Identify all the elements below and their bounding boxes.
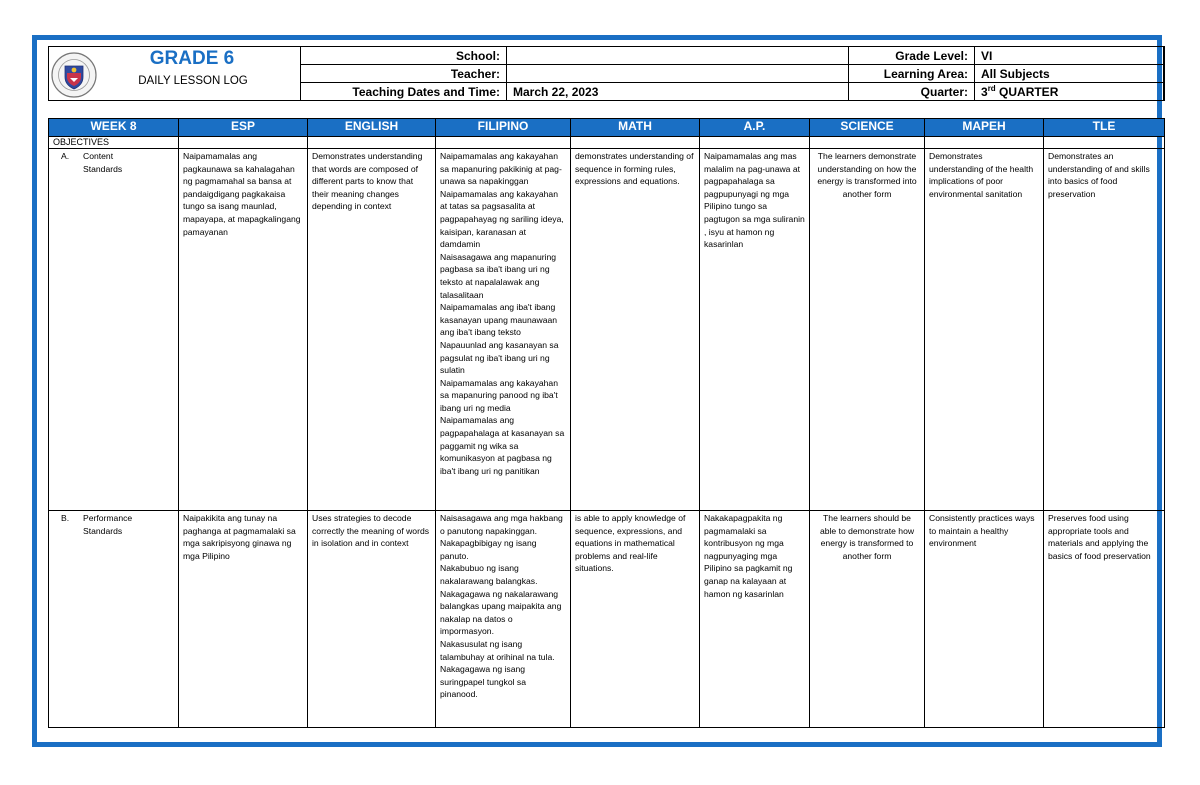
content-standards-row — [49, 149, 1165, 511]
performance-math: is able to apply knowledge of sequence, expressions, and equations in mathematical problems and real-life situations. — [571, 511, 700, 728]
quarter-value — [975, 83, 1165, 101]
column-header-tle: TLE — [1044, 119, 1165, 137]
content-english: Demonstrates understanding that words are composed of different parts to know that their meaning changes depending in context — [308, 149, 436, 511]
column-header-esp: ESP — [179, 119, 308, 137]
column-header-science: SCIENCE — [810, 119, 925, 137]
teacher-label: Teacher: — [301, 65, 507, 83]
objectives-row — [49, 137, 1165, 149]
dates-value: March 22, 2023 — [507, 83, 849, 101]
performance-esp: Naipakikita ang tunay na paghanga at pagmamalaki sa mga sakripisyong ginawa ng mga Pilipino — [179, 511, 308, 728]
performance-standards-label: B. Performance Standards — [49, 511, 179, 728]
learning-area-value: All Subjects — [975, 65, 1165, 83]
grade-title: GRADE 6 — [149, 48, 235, 69]
column-header-mapeh: MAPEH — [925, 119, 1044, 137]
column-header-english: ENGLISH — [308, 119, 436, 137]
info-table — [300, 46, 1165, 101]
performance-standards-row — [49, 511, 1165, 728]
grade-level-value: VI — [975, 47, 1165, 65]
column-header-filipino: FILIPINO — [436, 119, 571, 137]
performance-tle: Preserves food using appropriate tools and materials and applying the basics of food preservation — [1044, 511, 1165, 728]
performance-ap: Nakakapagpakita ng pagmamalaki sa kontribusyon ng mga nagpunyaging mga Pilipino sa pagkamit ng ganap na kalayaan at hamon ng kasarinlan — [700, 511, 810, 728]
content-esp: Naipamamalas ang pagkaunawa sa kahalagahan ng pagmamahal sa bansa at pandaigdigang pagkakaisa tungo sa isang maunlad, mapayapa, at mapagkalingang pamayanan — [179, 149, 308, 511]
column-header-week: WEEK 8 — [49, 119, 179, 137]
content-mapeh: Demonstrates understanding of the health implications of poor environmental sanitation — [925, 149, 1044, 511]
dates-label: Teaching Dates and Time: — [301, 83, 507, 101]
quarter-word: QUARTER — [995, 85, 1059, 99]
objectives-label: OBJECTIVES — [49, 137, 179, 149]
daily-lesson-log-subtitle: DAILY LESSON LOG — [138, 75, 248, 87]
content-tle: Demonstrates an understanding of and skills into basics of food preservation — [1044, 149, 1165, 511]
performance-english: Uses strategies to decode correctly the meaning of words in isolation and in context — [308, 511, 436, 728]
performance-filipino: Naisasagawa ang mga hakbang o panutong napakinggan. Nakapagbibigay ng isang panuto. Nakabubuo ng isang nakalarawang balangkas. Nakagagawa ng nakalarawang balangkas upang maipakita ang nakalap na datos o impormasyon. Nakasusulat ng isang talambuhay at orihinal na tula. Nakagagawa ng isang suringpapel tungkol sa pinanood. — [436, 511, 571, 728]
school-field[interactable] — [507, 47, 849, 65]
quarter-number: 3 — [981, 85, 988, 99]
performance-science: The learners should be able to demonstrate how energy is transformed to another form — [810, 511, 925, 728]
teacher-field[interactable] — [507, 65, 849, 83]
learning-area-label: Learning Area: — [849, 65, 975, 83]
school-label: School: — [301, 47, 507, 65]
table-header-row — [49, 119, 1165, 137]
content-standards-label: A. Content Standards — [49, 149, 179, 511]
column-header-math: MATH — [571, 119, 700, 137]
deped-seal-icon — [50, 51, 98, 99]
column-header-ap: A.P. — [700, 119, 810, 137]
content-ap: Naipamamalas ang mas malalim na pag-unawa at pagpapahalaga sa pagpupunyagi ng mga Pilipino tungo sa pagtugon sa mga suliranin , isyu at hamon ng kasarinlan — [700, 149, 810, 511]
quarter-label: Quarter: — [849, 83, 975, 101]
grade-level-label: Grade Level: — [849, 47, 975, 65]
performance-mapeh: Consistently practices ways to maintain a healthy environment — [925, 511, 1044, 728]
lesson-log-table — [48, 118, 1165, 728]
content-math: demonstrates understanding of sequence in forming rules, expressions and equations. — [571, 149, 700, 511]
content-science: The learners demonstrate understanding on how the energy is transformed into another form — [810, 149, 925, 511]
quarter-suffix: rd — [987, 84, 996, 93]
content-filipino: Naipamamalas ang kakayahan sa mapanuring pakikinig at pag-unawa sa napakinggan Naipamamalas ang kakayahan at tatas sa pagsasalita at pagpapahayag ng sariling ideya, kaisipan, karanasan at damdamin Naisasagawa ang mapanuring pagbasa sa iba't ibang uri ng teksto at napalalawak ang talasalitaan Naipamamalas ang iba't ibang kasanayan upang maunawaan ang iba't ibang teksto Napauunlad ang kasanayan sa pagsulat ng iba't ibang uri ng sulatin Naipamamalas ang kakayahan sa mapanuring panood ng iba't ibang uri ng media Naipamamalas ang pagpapahalaga at kasanayan sa paggamit ng wika sa komunikasyon at pagbasa ng iba't ibang uri ng panitikan — [436, 149, 571, 511]
